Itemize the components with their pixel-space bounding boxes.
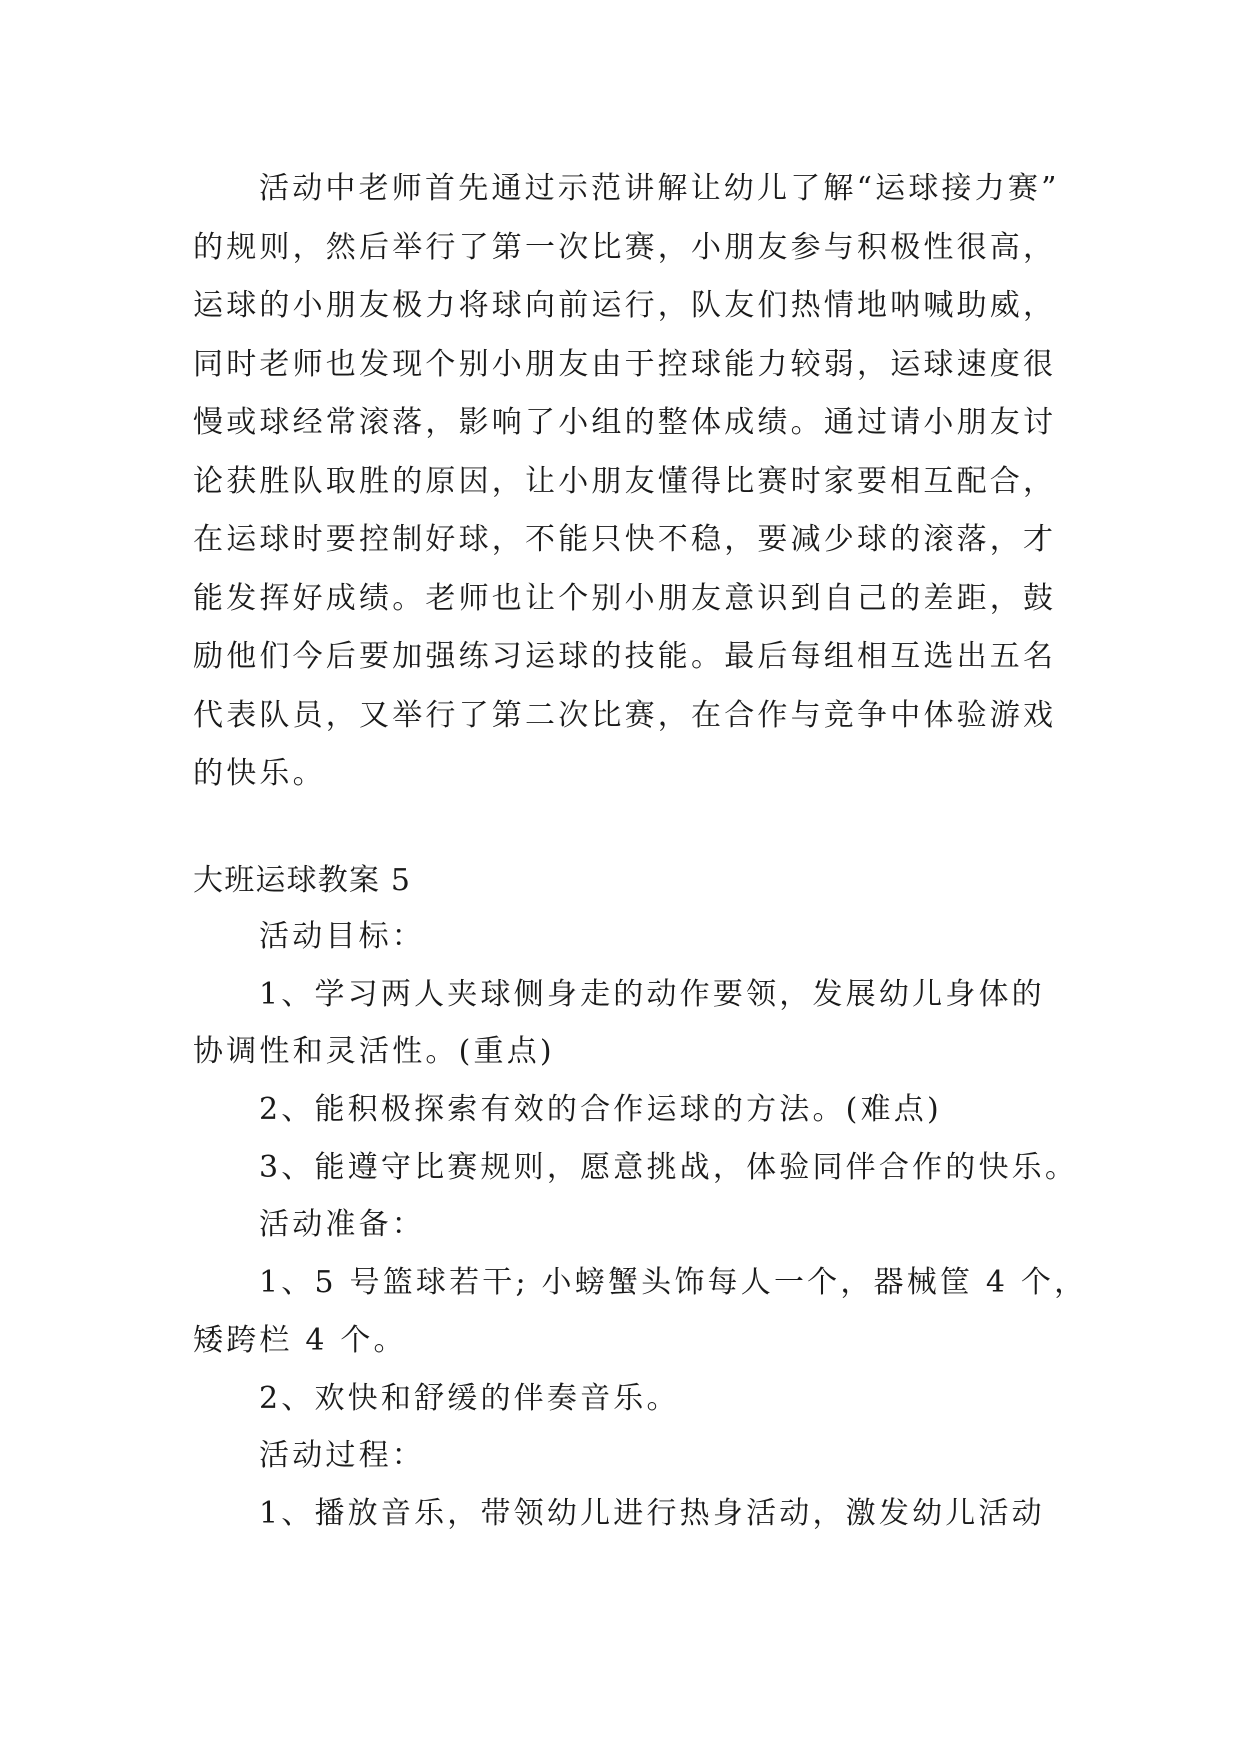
subheading-preparation: 活动准备： [259, 1207, 425, 1243]
text-line: 能发挥好成绩。老师也让个别小朋友意识到自己的差距，鼓 [193, 580, 1057, 616]
text-line: 励他们今后要加强练习运球的技能。最后每组相互选出五名 [193, 639, 1057, 674]
text-line: 活动中老师首先通过示范讲解让幼儿了解“运球接力赛” [259, 171, 1060, 206]
text-line: 在运球时要控制好球，不能只快不稳，要减少球的滚落，才 [193, 522, 1057, 557]
text-line: 论获胜队取胜的原因，让小朋友懂得比赛时家要相互配合， [193, 463, 1057, 499]
text-line: 3、能遵守比赛规则，愿意挑战，体验同伴合作的快乐。 [259, 1149, 1079, 1185]
text-line: 运球的小朋友极力将球向前运行，队友们热情地呐喊助威， [193, 288, 1057, 323]
section-heading: 大班运球教案 5 [193, 863, 412, 898]
text-line: 矮跨栏 4 个。 [193, 1322, 407, 1358]
text-line: 协调性和灵活性。(重点) [193, 1034, 555, 1070]
text-line: 1、5 号篮球若干; 小螃蟹头饰每人一个，器械筐 4 个， [259, 1265, 1088, 1301]
text-line: 的规则，然后举行了第一次比赛，小朋友参与积极性很高， [193, 229, 1057, 265]
text-line: 1、学习两人夹球侧身走的动作要领，发展幼儿身体的 [259, 976, 1045, 1012]
text-line: 慢或球经常滚落，影响了小组的整体成绩。通过请小朋友讨 [193, 405, 1057, 440]
text-line: 代表队员，又举行了第二次比赛，在合作与竞争中体验游戏 [193, 697, 1057, 733]
subheading-objectives: 活动目标： [259, 919, 425, 954]
text-line: 2、能积极探索有效的合作运球的方法。(难点) [259, 1092, 942, 1128]
text-line: 1、播放音乐，带领幼儿进行热身活动，激发幼儿活动 [259, 1495, 1045, 1531]
text-line: 2、欢快和舒缓的伴奏音乐。 [259, 1380, 680, 1416]
paragraph-activity-summary [193, 160, 1065, 804]
section-body [193, 908, 1088, 1543]
text-line: 的快乐。 [193, 756, 326, 791]
text-line: 同时老师也发现个别小朋友由于控球能力较弱，运球速度很 [193, 346, 1057, 382]
subheading-process: 活动过程： [259, 1438, 425, 1474]
